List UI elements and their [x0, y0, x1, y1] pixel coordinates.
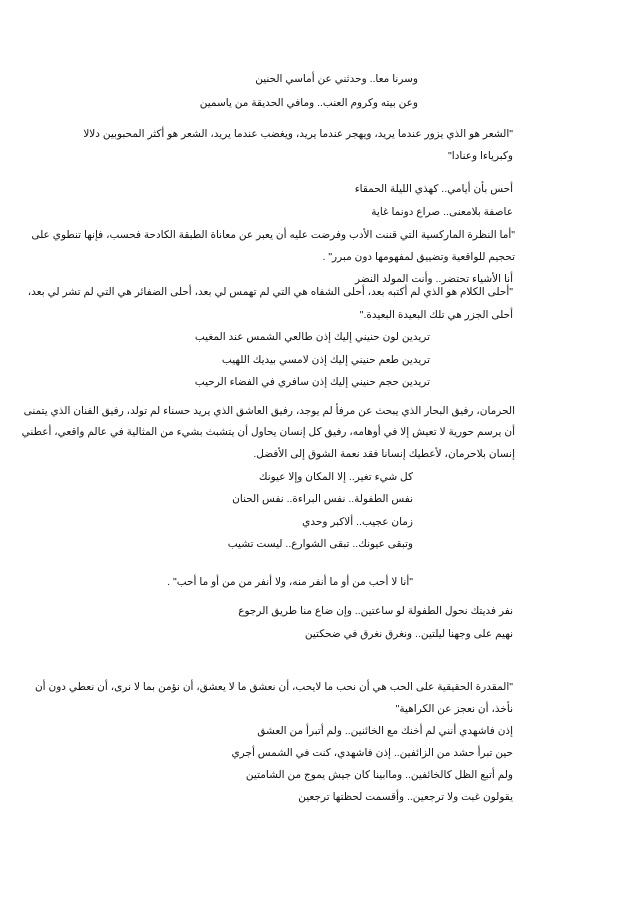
text-line: وسرنا معا.. وحدثني عن أماسي الحنين — [255, 73, 418, 85]
text-line: "الشعر هو الذي يزور عندما يريد، ويهجر عندما يريد، ويغضب عندما يريد، الشعر هو أكثر المحبوبين دلالا — [83, 128, 513, 140]
text-line: كل شيء تغير.. إلا المكان وإلا عيونك — [258, 471, 413, 483]
text-line: عاصفة بلامعنى.. صراع دونما غاية — [371, 206, 513, 218]
text-line: تريدين لون حنيني إليك إذن طالعي الشمس عند المغيب — [194, 331, 430, 343]
text-line: أن يرسم حورية لا تعيش إلا في أوهامه، رفيق كل إنسان يحاول أن يتشبث بشيء من المثالية في عالم واقعي، أعطني — [21, 426, 515, 438]
text-line: حين تبرأ حشد من الزائفين.. إذن فاشهدي، كنت في الشمس أجري — [231, 747, 513, 759]
text-line: إذن فاشهدي أنني لم أخنك مع الخائنين.. ولم أتبرأ من العشق — [257, 725, 513, 737]
text-line: أنا الأشياء تحتضر.. وأنت المولد النضر — [355, 273, 513, 285]
text-line: أحلى الجزر هي تلك البعيدة البعيدة." — [359, 309, 513, 321]
text-line: نأخذ، أن نعجز عن الكراهية" — [395, 703, 513, 715]
text-line: الحرمان، رفيق البحار الذي يبحث عن مرفأ لم يوجد، رفيق العاشق الذي يريد حسناء لم تولد، رفيق الفنان الذي يتمنى — [23, 405, 515, 417]
text-line: ولم أتبع الظل كالخائفين.. وماابينا كان جيش يموج من الشامتين — [245, 769, 513, 781]
text-line: تريدين حجم حنيني إليك إذن سافري في الفضاء الرحيب — [194, 376, 430, 388]
text-line: "أما النظرة الماركسية التي قننت الأدب وفرضت عليه أن يعبر عن معاناة الطبقة الكادحة فحسب، فإنها تنطوي على — [31, 229, 515, 241]
text-line: يقولون غبت ولا ترجعين.. وأقسمت لحظتها ترجعين — [298, 791, 513, 803]
text-line: "المقدرة الحقيقية على الحب هي أن نحب ما لايحب، أن نعشق ما لا يعشق، أن نؤمن بما لا نرى، أن نعطي دون أن — [34, 681, 513, 693]
text-line: نفس الطفولة.. نفس البراءة.. نفس الحنان — [232, 493, 413, 505]
text-line: وكبرياءا وعنادا" — [448, 150, 513, 162]
text-line: وعن بيته وكروم العنب.. ومافي الحديقة من ياسمين — [199, 97, 418, 109]
text-line: تريدين طعم حنيني إليك إذن لامسي بيديك اللهيب — [221, 354, 430, 366]
text-line: "أنا لا أحب من أو ما أنفر منه، ولا أنفر من من أو ما أحب" . — [167, 576, 413, 588]
text-line: زمان عجيب.. ألاكبر وحدي — [302, 516, 413, 528]
text-line: إنسان بلاحرمان، لأعطيك إنسانا فقد نعمة الشوق إلى الأفضل. — [253, 448, 515, 460]
text-line: تحجيم للواقعية وتضييق لمفهومها دون مبرر" . — [322, 251, 515, 263]
text-line: وتبقى عيونك.. تبقى الشوارع.. ليست تشيب — [227, 538, 413, 550]
text-line: أحس بأن أيامي.. كهذي الليلة الحمقاء — [354, 183, 513, 195]
text-line: نهيم على وجهنا ليلتين.. ونغرق نغرق في ضحكتين — [304, 628, 513, 640]
text-line: "أحلى الكلام هو الذي لم أكتبه بعد، أحلى الشفاه هي التي لم تهمس لي بعد، أحلى الضفائر هي التي لم تشر لي بعد، — [27, 286, 513, 298]
text-line: نفر فديتك نحول الطفولة لو ساعتين.. وإن ضاع منا طريق الرجوع — [238, 605, 513, 617]
